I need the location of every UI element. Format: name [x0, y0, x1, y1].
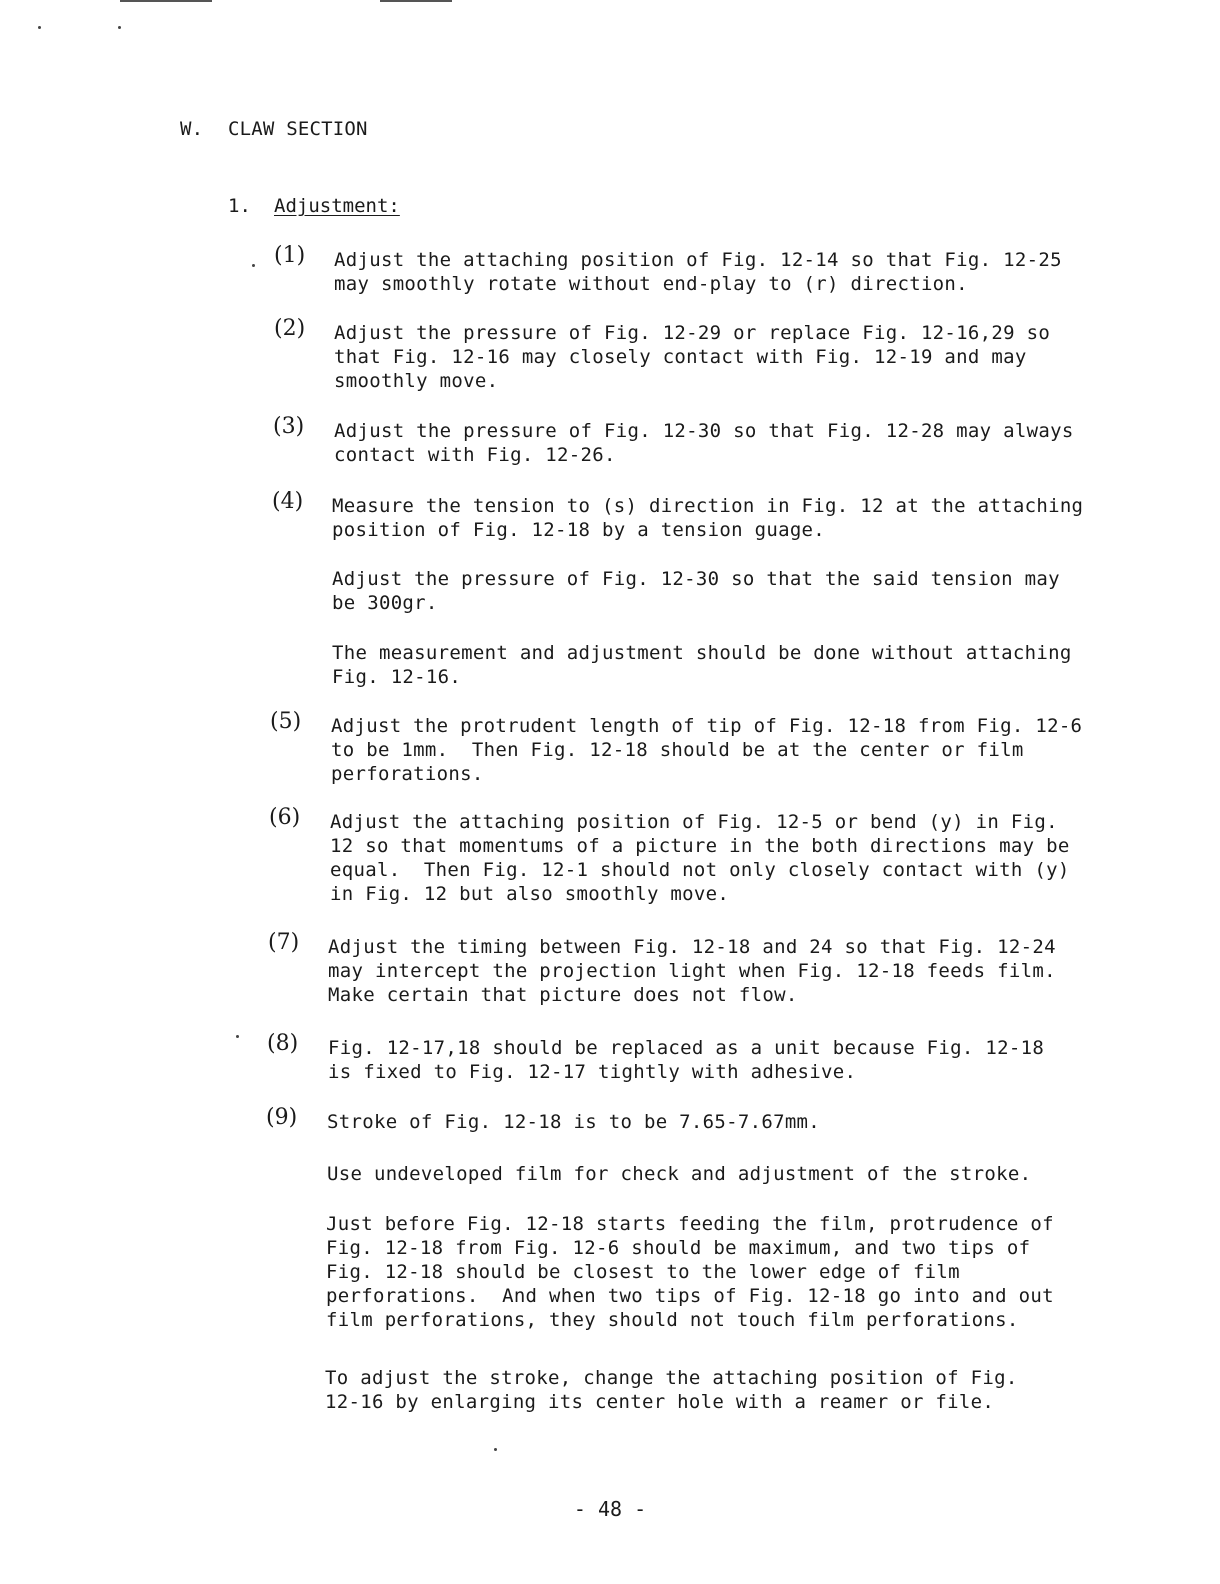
- top-scan-rule-left: [120, 0, 212, 2]
- item-number: (2): [274, 316, 306, 341]
- item-text: Measure the tension to (s) direction in Fig. 12 at the attaching position of Fig. 12-18 by a tension guage.: [332, 495, 1084, 541]
- scan-speck: [236, 1035, 239, 1038]
- section-heading: [180, 118, 368, 140]
- item-paragraph: The measurement and adjustment should be done without attaching Fig. 12-16.: [332, 642, 1072, 688]
- item-paragraph: Just before Fig. 12-18 starts feeding the film, protrudence of Fig. 12-18 from Fig. 12-6 should be maximum, and two tips of Fig. 12-18 should be closest to the lower edge of film perforations. And when two tips of Fig. 12-18 go into and out film perforations, they should not touch film perforations.: [326, 1213, 1054, 1331]
- item-text: Adjust the pressure of Fig. 12-29 or replace Fig. 12-16,29 so that Fig. 12-16 may closely contact with Fig. 12-19 and may smoothly move.: [334, 322, 1051, 392]
- scan-speck: [494, 1448, 497, 1451]
- item-text: Adjust the protrudent length of tip of Fig. 12-18 from Fig. 12-6 to be 1mm. Then Fig. 12-18 should be at the center or film perforations.: [331, 715, 1083, 785]
- page-number: - 48 -: [573, 1497, 647, 1521]
- item-number: (5): [270, 709, 302, 734]
- top-scan-rule-middle: [380, 0, 452, 2]
- item-text: Adjust the attaching position of Fig. 12-5 or bend (y) in Fig. 12 so that momentums of a picture in the both directions may be equal. Then Fig. 12-1 should not only closely contact with (y) in Fig. 12 but also smoothly move.: [330, 811, 1070, 905]
- item-number: (4): [272, 489, 304, 514]
- scan-speck: [118, 26, 121, 29]
- item-number: (7): [268, 930, 300, 955]
- item-text: Adjust the pressure of Fig. 12-30 so that Fig. 12-28 may always contact with Fig. 12-26.: [334, 420, 1074, 466]
- item-number: (1): [274, 243, 306, 268]
- item-number: (6): [269, 805, 301, 830]
- item-text: Adjust the attaching position of Fig. 12-14 so that Fig. 12-25 may smoothly rotate without end-play to (r) direction.: [334, 249, 1062, 295]
- item-text: Adjust the timing between Fig. 12-18 and 24 so that Fig. 12-24 may intercept the projection light when Fig. 12-18 feeds film. Make certain that picture does not flow.: [328, 936, 1056, 1006]
- scan-speck: [38, 26, 41, 29]
- item-number: (8): [267, 1031, 299, 1056]
- item-number: (9): [266, 1105, 298, 1130]
- subsection-heading: [228, 195, 400, 217]
- item-paragraph: To adjust the stroke, change the attaching position of Fig. 12-16 by enlarging its center hole with a reamer or file.: [325, 1367, 1018, 1413]
- item-text: Stroke of Fig. 12-18 is to be 7.65-7.67mm.: [327, 1111, 821, 1133]
- item-paragraph: Use undeveloped film for check and adjustment of the stroke.: [327, 1163, 1032, 1185]
- scan-speck: [252, 264, 255, 267]
- item-paragraph: Adjust the pressure of Fig. 12-30 so that the said tension may be 300gr.: [332, 568, 1060, 614]
- subsection-title: Adjustment:: [274, 195, 400, 217]
- item-number: (3): [273, 414, 305, 439]
- section-letter: W.: [180, 118, 204, 140]
- section-title: CLAW SECTION: [228, 118, 368, 140]
- item-text: Fig. 12-17,18 should be replaced as a unit because Fig. 12-18 is fixed to Fig. 12-17 tightly with adhesive.: [328, 1037, 1045, 1083]
- subsection-number: 1.: [228, 195, 251, 217]
